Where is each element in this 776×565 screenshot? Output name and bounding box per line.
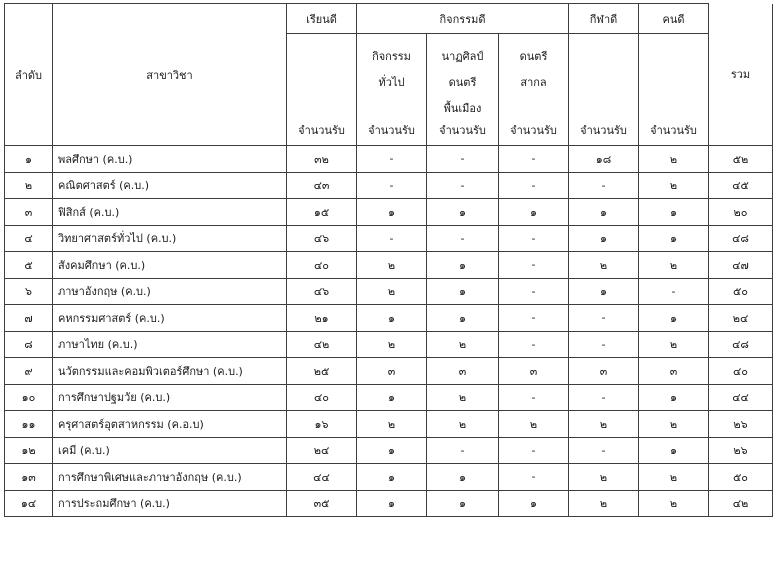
good-person-header: คนดี (639, 4, 709, 34)
cell-major: ภาษาอังกฤษ (ค.บ.) (53, 278, 287, 305)
count-label: จำนวนรับ (368, 124, 415, 137)
count-label: จำนวนรับ (580, 124, 627, 137)
table-row (5, 199, 773, 226)
cell-act-intl: - (499, 146, 569, 173)
cell-act-general: ๑ (357, 437, 427, 464)
cell-act-folk: ๑ (427, 490, 499, 517)
cell-major: พลศึกษา (ค.บ.) (53, 146, 287, 173)
cell-no: ๖ (5, 278, 53, 305)
cell-act-intl: - (499, 331, 569, 358)
cell-total: ๒๖ (709, 411, 773, 438)
cell-act-folk: ๒ (427, 331, 499, 358)
cell-act-folk: ๒ (427, 384, 499, 411)
table-row (5, 252, 773, 279)
cell-act-general: ๑ (357, 305, 427, 332)
major-header: สาขาวิชา (53, 4, 287, 146)
cell-total: ๔๘ (709, 331, 773, 358)
cell-academic: ๑๕ (287, 199, 357, 226)
cell-major: สังคมศึกษา (ค.บ.) (53, 252, 287, 279)
cell-academic: ๒๕ (287, 358, 357, 385)
cell-major: เคมี (ค.บ.) (53, 437, 287, 464)
act-folk-line2: ดนตรี (448, 76, 477, 89)
cell-academic: ๓๒ (287, 146, 357, 173)
table-row (5, 437, 773, 464)
table-row (5, 278, 773, 305)
table-row (5, 172, 773, 199)
cell-sport: - (569, 172, 639, 199)
cell-act-general: ๑ (357, 464, 427, 491)
cell-good: ๒ (639, 252, 709, 279)
cell-total: ๔๒ (709, 490, 773, 517)
cell-no: ๑๒ (5, 437, 53, 464)
cell-academic: ๔๒ (287, 331, 357, 358)
cell-sport: ๒ (569, 490, 639, 517)
table-row (5, 331, 773, 358)
act-general-subheader (357, 34, 427, 146)
cell-good: ๒ (639, 331, 709, 358)
act-folk-line1: นาฏศิลป์ (441, 50, 484, 63)
cell-sport: ๑๘ (569, 146, 639, 173)
cell-good: ๓ (639, 358, 709, 385)
count-label: จำนวนรับ (650, 124, 697, 137)
cell-good: ๒ (639, 411, 709, 438)
cell-act-folk: ๑ (427, 464, 499, 491)
sport-subheader (569, 34, 639, 146)
table-row (5, 225, 773, 252)
cell-act-folk: - (427, 225, 499, 252)
count-label: จำนวนรับ (510, 124, 557, 137)
cell-major: ครุศาสตร์อุตสาหกรรม (ค.อ.บ) (53, 411, 287, 438)
act-general-line2: ทั่วไป (378, 76, 405, 89)
cell-sport: - (569, 437, 639, 464)
act-intl-line2: สากล (520, 76, 547, 89)
cell-no: ๑๓ (5, 464, 53, 491)
act-general-line1: กิจกรรม (372, 50, 411, 63)
act-folk-subheader (427, 34, 499, 146)
cell-major: คณิตศาสตร์ (ค.บ.) (53, 172, 287, 199)
cell-sport: ๑ (569, 199, 639, 226)
cell-good: ๑ (639, 305, 709, 332)
cell-good: ๒ (639, 146, 709, 173)
cell-act-intl: - (499, 225, 569, 252)
cell-act-folk: ๑ (427, 278, 499, 305)
cell-major: วิทยาศาสตร์ทั่วไป (ค.บ.) (53, 225, 287, 252)
cell-act-folk: - (427, 172, 499, 199)
cell-act-general: ๒ (357, 411, 427, 438)
cell-act-folk: ๑ (427, 199, 499, 226)
cell-act-intl: - (499, 305, 569, 332)
cell-sport: ๑ (569, 278, 639, 305)
cell-act-intl: - (499, 384, 569, 411)
cell-act-intl: - (499, 278, 569, 305)
cell-academic: ๒๑ (287, 305, 357, 332)
cell-act-general: - (357, 225, 427, 252)
cell-act-general: ๑ (357, 199, 427, 226)
cell-act-intl: - (499, 172, 569, 199)
table-row (5, 384, 773, 411)
cell-major: การศึกษาพิเศษและภาษาอังกฤษ (ค.บ.) (53, 464, 287, 491)
good-person-subheader (639, 34, 709, 146)
table-row (5, 146, 773, 173)
cell-academic: ๔๐ (287, 252, 357, 279)
cell-act-folk: ๑ (427, 252, 499, 279)
cell-good: ๒ (639, 172, 709, 199)
cell-total: ๔๕ (709, 172, 773, 199)
sport-header: กีฬาดี (569, 4, 639, 34)
count-label: จำนวนรับ (439, 124, 486, 137)
table-row (5, 464, 773, 491)
academic-subheader (287, 34, 357, 146)
cell-no: ๓ (5, 199, 53, 226)
cell-total: ๔๘ (709, 225, 773, 252)
cell-act-general: ๓ (357, 358, 427, 385)
cell-major: ฟิสิกส์ (ค.บ.) (53, 199, 287, 226)
table-row (5, 305, 773, 332)
act-intl-subheader (499, 34, 569, 146)
cell-sport: - (569, 384, 639, 411)
cell-no: ๙ (5, 358, 53, 385)
cell-total: ๒๔ (709, 305, 773, 332)
cell-act-intl: - (499, 252, 569, 279)
cell-total: ๔๗ (709, 252, 773, 279)
cell-sport: ๓ (569, 358, 639, 385)
cell-total: ๔๔ (709, 384, 773, 411)
cell-act-folk: - (427, 146, 499, 173)
cell-good: ๑ (639, 384, 709, 411)
activity-header: กิจกรรมดี (357, 4, 569, 34)
table-row (5, 411, 773, 438)
cell-act-folk: ๓ (427, 358, 499, 385)
cell-act-folk: - (427, 437, 499, 464)
cell-total: ๔๐ (709, 358, 773, 385)
cell-good: ๑ (639, 437, 709, 464)
order-header: ลำดับ (5, 4, 53, 146)
cell-total: ๒๖ (709, 437, 773, 464)
cell-academic: ๔๐ (287, 384, 357, 411)
cell-act-general: ๑ (357, 490, 427, 517)
cell-total: ๒๐ (709, 199, 773, 226)
cell-no: ๑ (5, 146, 53, 173)
cell-act-general: - (357, 172, 427, 199)
cell-academic: ๓๕ (287, 490, 357, 517)
cell-act-folk: ๑ (427, 305, 499, 332)
cell-no: ๒ (5, 172, 53, 199)
cell-act-intl: - (499, 464, 569, 491)
cell-no: ๑๐ (5, 384, 53, 411)
cell-no: ๘ (5, 331, 53, 358)
cell-act-general: ๑ (357, 384, 427, 411)
cell-no: ๑๔ (5, 490, 53, 517)
cell-no: ๑๑ (5, 411, 53, 438)
cell-major: การศึกษาปฐมวัย (ค.บ.) (53, 384, 287, 411)
cell-academic: ๔๔ (287, 464, 357, 491)
cell-good: ๑ (639, 199, 709, 226)
cell-act-general: - (357, 146, 427, 173)
cell-academic: ๔๖ (287, 278, 357, 305)
cell-act-intl: ๒ (499, 411, 569, 438)
cell-academic: ๒๔ (287, 437, 357, 464)
cell-major: นวัตกรรมและคอมพิวเตอร์ศึกษา (ค.บ.) (53, 358, 287, 385)
cell-act-general: ๒ (357, 252, 427, 279)
cell-good: ๒ (639, 490, 709, 517)
cell-act-intl: - (499, 437, 569, 464)
cell-total: ๕๐ (709, 464, 773, 491)
cell-major: ภาษาไทย (ค.บ.) (53, 331, 287, 358)
cell-good: - (639, 278, 709, 305)
table-row (5, 358, 773, 385)
cell-no: ๗ (5, 305, 53, 332)
act-folk-line3: พื้นเมือง (443, 102, 482, 115)
cell-act-intl: ๑ (499, 490, 569, 517)
cell-act-folk: ๒ (427, 411, 499, 438)
cell-act-general: ๒ (357, 331, 427, 358)
cell-academic: ๔๖ (287, 225, 357, 252)
cell-sport: ๒ (569, 252, 639, 279)
cell-good: ๑ (639, 225, 709, 252)
admission-quota-table (4, 3, 773, 517)
count-label: จำนวนรับ (298, 124, 345, 137)
cell-academic: ๔๓ (287, 172, 357, 199)
cell-good: ๒ (639, 464, 709, 491)
cell-academic: ๑๖ (287, 411, 357, 438)
cell-act-general: ๒ (357, 278, 427, 305)
cell-sport: ๒ (569, 411, 639, 438)
cell-act-intl: ๓ (499, 358, 569, 385)
table-row (5, 490, 773, 517)
academic-header: เรียนดี (287, 4, 357, 34)
cell-act-intl: ๑ (499, 199, 569, 226)
cell-sport: - (569, 305, 639, 332)
act-intl-line1: ดนตรี (519, 50, 548, 63)
cell-no: ๔ (5, 225, 53, 252)
cell-no: ๕ (5, 252, 53, 279)
cell-sport: ๒ (569, 464, 639, 491)
cell-total: ๕๒ (709, 146, 773, 173)
cell-major: การประถมศึกษา (ค.บ.) (53, 490, 287, 517)
total-header: รวม (709, 4, 773, 146)
cell-total: ๕๐ (709, 278, 773, 305)
cell-sport: - (569, 331, 639, 358)
cell-sport: ๑ (569, 225, 639, 252)
cell-major: คหกรรมศาสตร์ (ค.บ.) (53, 305, 287, 332)
